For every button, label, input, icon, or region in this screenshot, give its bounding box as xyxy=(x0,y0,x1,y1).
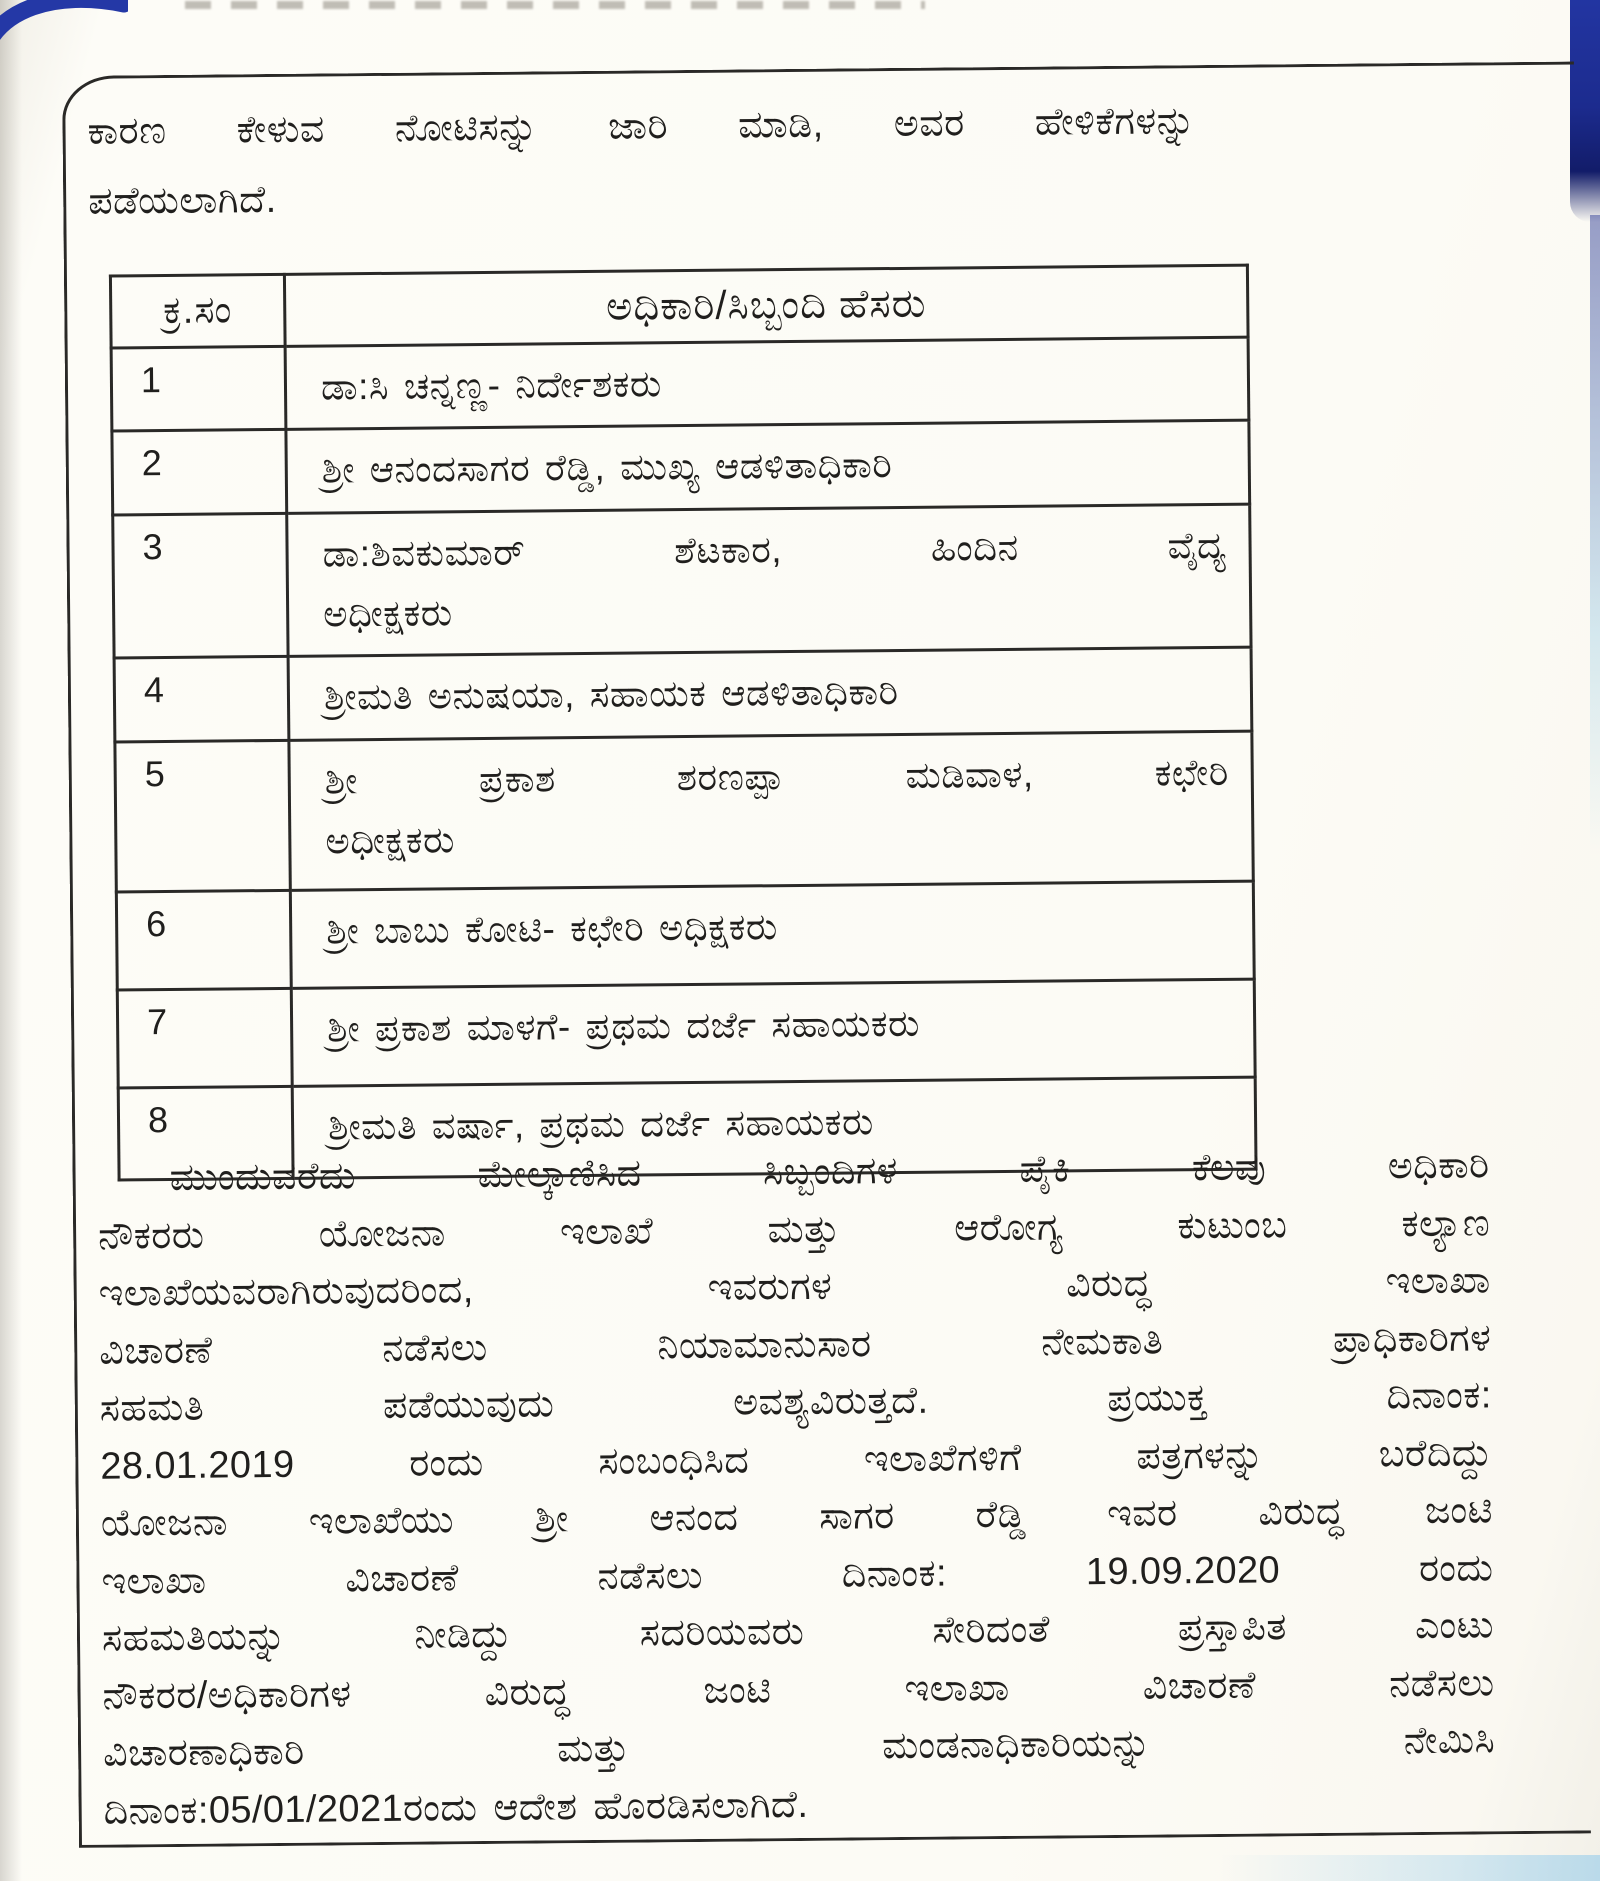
paragraph-line: ವಿಚಾರಣೆ ನಡೆಸಲು ನಿಯಾಮಾನುಸಾರ ನೇಮಕಾತಿ ಪ್ರಾಧಿಕಾರಿಗಳ xyxy=(99,1316,1492,1373)
serial-number-cell: 4 xyxy=(114,656,289,742)
officer-name-header: ಅಧಿಕಾರಿ/ಸಿಬ್ಬಂದಿ ಹೆಸರು xyxy=(284,265,1248,346)
paragraph-line: ಇಲಾಖಾ ವಿಚಾರಣೆ ನಡೆಸಲು ದಿನಾಂಕ: 19.09.2020 ರಂದು xyxy=(101,1546,1494,1603)
table-header-row xyxy=(110,265,1248,348)
intro-text xyxy=(87,86,1196,237)
paragraph-line: ನೌಕರರು ಯೋಜನಾ ಇಲಾಖೆ ಮತ್ತು ಆರೋಗ್ಯ ಕುಟುಂಬ ಕಲ್ಯಾಣ xyxy=(97,1201,1491,1258)
intro-line: ಪಡೆಯಲಾಗಿದೆ. xyxy=(88,178,277,223)
serial-number-cell: 7 xyxy=(117,988,292,1088)
blue-ink-mark-bottom-right xyxy=(1220,1855,1600,1881)
body-paragraph xyxy=(97,1137,1496,1840)
serial-number-cell: 8 xyxy=(118,1086,293,1180)
paper-edge-shadow xyxy=(0,0,22,1881)
serial-number-cell: 6 xyxy=(116,890,291,990)
officer-name-line: ಡಾ:ಸಿ ಚನ್ನಣ್ಣ- ನಿರ್ದೇಶಕರು xyxy=(320,363,662,408)
officer-name-cell xyxy=(287,504,1251,656)
paragraph-line: ಯೋಜನಾ ಇಲಾಖೆಯು ಶ್ರೀ ಆನಂದ ಸಾಗರ ರೆಡ್ಡಿ ಇವರ ವಿರುದ್ಧ ಜಂಟಿ xyxy=(100,1489,1494,1545)
officer-name-cell xyxy=(290,881,1254,988)
table-row xyxy=(116,881,1254,990)
paragraph-line: ಸಹಮತಿಯನ್ನು ನೀಡಿದ್ದು ಸದರಿಯವರು ಸೇರಿದಂತೆ ಪ್ರಸ್ತಾಪಿತ ಎಂಟು xyxy=(101,1604,1495,1660)
paragraph-line: 28.01.2019 ರಂದು ಸಂಬಂಧಿಸಿದ ಇಲಾಖೆಗಳಿಗೆ ಪತ್ರಗಳನ್ನು ಬರೆದಿದ್ದು xyxy=(100,1431,1493,1488)
officer-name-line: ಶ್ರೀ ಆನಂದಸಾಗರ ರೆಡ್ಡಿ, ಮುಖ್ಯ ಆಡಳಿತಾಧಿಕಾರಿ xyxy=(321,444,893,491)
officer-name-cell xyxy=(285,337,1249,429)
table-row xyxy=(111,337,1249,431)
table-row xyxy=(112,420,1250,515)
officer-name-cell xyxy=(288,647,1252,740)
cut-off-text-remnant xyxy=(185,1,925,9)
serial-number-cell: 5 xyxy=(115,740,290,892)
officer-name-line: ಡಾ:ಶಿವಕುಮಾರ್ ಶೆಟಕಾರ, ಹಿಂದಿನ ವೈದ್ಯ xyxy=(322,524,1227,575)
officer-name-line: ಶ್ರೀಮತಿ ಅನುಷಯಾ, ಸಹಾಯಕ ಆಡಳಿತಾಧಿಕಾರಿ xyxy=(323,670,899,718)
table-row xyxy=(115,731,1253,892)
officer-name-cell xyxy=(291,979,1255,1086)
officer-name-line: ಅಧೀಕ್ಷಕರು xyxy=(325,819,456,862)
serial-number-cell: 2 xyxy=(112,429,287,515)
paragraph-line: ಇಲಾಖೆಯವರಾಗಿರುವುದರಿಂದ, ಇವರುಗಳ ವಿರುದ್ಧ ಇಲಾಖಾ xyxy=(98,1259,1491,1315)
paragraph-line: ವಿಚಾರಣಾಧಿಕಾರಿ ಮತ್ತು ಮಂಡನಾಧಿಕಾರಿಯನ್ನು ನೇಮಿಸಿ xyxy=(102,1719,1496,1775)
officer-name-line: ಶ್ರೀಮತಿ ವರ್ಷಾ, ಪ್ರಥಮ ದರ್ಜೆ ಸಹಾಯಕರು xyxy=(327,1101,874,1148)
paragraph-line: ನೌಕರರ/ಅಧಿಕಾರಿಗಳ ವಿರುದ್ಧ ಜಂಟಿ ಇಲಾಖಾ ವಿಚಾರಣೆ ನಡೆಸಲು xyxy=(102,1661,1495,1718)
officer-name-line: ಶ್ರೀ ಪ್ರಕಾಶ ಮಾಳಗೆ- ಪ್ರಥಮ ದರ್ಜೆ ಸಹಾಯಕರು xyxy=(326,1002,921,1050)
staff-table-header xyxy=(110,265,1248,348)
serial-number-cell: 1 xyxy=(111,346,286,431)
officer-name-line: ಶ್ರೀ ಬಾಬು ಕೋಟಿ- ಕಛೇರಿ ಅಧಿಕ್ಷಕರು xyxy=(326,906,778,952)
content-frame xyxy=(62,61,1591,1847)
intro-line: ಕಾರಣ ಕೇಳುವ ನೋಟಿಸನ್ನು ಜಾರಿ ಮಾಡಿ, ಅವರ ಹೇಳಿಕೆಗಳನ್ನು xyxy=(87,100,1196,153)
officer-name-cell xyxy=(289,731,1253,890)
table-row xyxy=(117,979,1255,1088)
blue-ink-mark-right-edge xyxy=(1590,215,1600,855)
table-row xyxy=(113,504,1251,658)
officer-name-line: ಅಧೀಕ್ಷಕರು xyxy=(322,592,453,635)
officer-name-cell xyxy=(286,420,1250,513)
table-row xyxy=(114,647,1252,742)
paragraph-line: ದಿನಾಂಕ:05/01/2021ರಂದು ಆದೇಶ ಹೊರಡಿಸಲಾಗಿದೆ. xyxy=(103,1783,809,1833)
staff-table xyxy=(109,264,1258,1182)
serial-number-cell: 3 xyxy=(113,513,288,658)
staff-table-body xyxy=(111,337,1256,1180)
serial-number-header: ಕ್ರ.ಸಂ xyxy=(110,274,285,348)
blue-ink-mark-top-left xyxy=(0,0,128,76)
paragraph-line: ಮುಂದುವರೆದು ಮೇಲ್ಕಾಣಿಸಿದ ಸಿಬ್ಬಂದಿಗಳ ಪೈಕಿ ಕೆಲವು ಅಧಿಕಾರಿ xyxy=(169,1144,1490,1200)
paragraph-line: ಸಹಮತಿ ಪಡೆಯುವುದು ಅವಶ್ಯವಿರುತ್ತದೆ. ಪ್ರಯುಕ್ತ ದಿನಾಂಕ: xyxy=(99,1374,1492,1430)
officer-name-line: ಶ್ರೀ ಪ್ರಕಾಶ ಶರಣಪ್ಪಾ ಮಡಿವಾಳ, ಕಛೇರಿ xyxy=(324,751,1229,802)
